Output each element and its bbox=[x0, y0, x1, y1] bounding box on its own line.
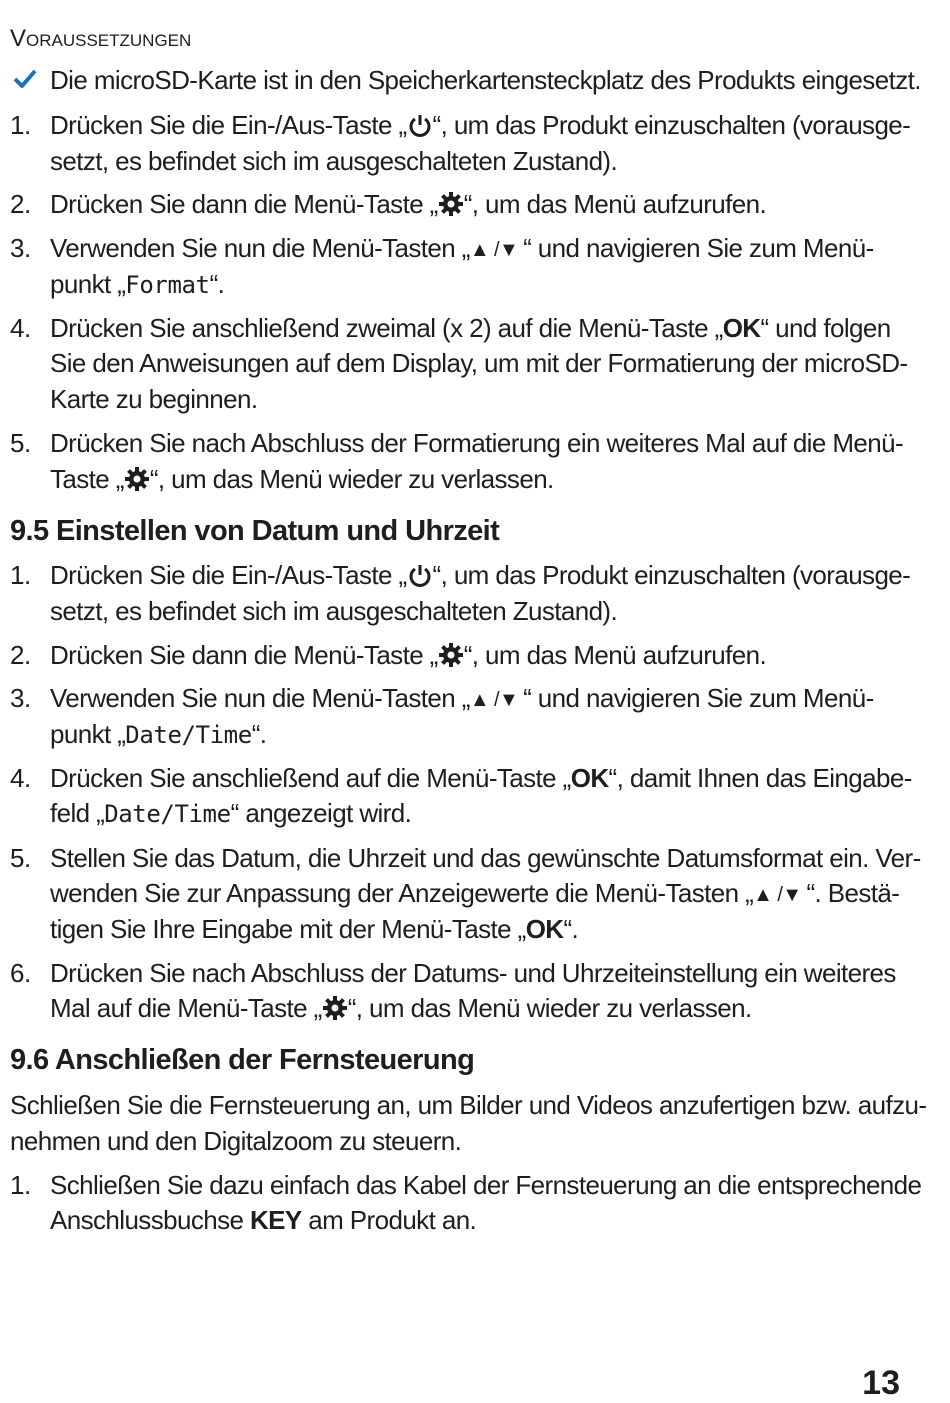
list-item-line bbox=[50, 1207, 476, 1233]
text: “. bbox=[563, 914, 579, 944]
power-icon bbox=[407, 112, 433, 138]
gear-icon bbox=[322, 995, 348, 1021]
text: Drücken Sie die Ein-/Aus-Taste „ bbox=[50, 110, 407, 140]
list-number: 5. bbox=[10, 843, 31, 873]
list-number: 3. bbox=[10, 233, 31, 263]
list-item-line: Karte zu beginnen. bbox=[50, 384, 258, 414]
list-number: 4. bbox=[10, 763, 31, 793]
gear-icon bbox=[438, 191, 464, 217]
text: “. bbox=[209, 269, 225, 299]
menu-item-code: Format bbox=[125, 271, 210, 299]
page-number: 13 bbox=[862, 1364, 900, 1402]
list-item-line: Sie den Anweisungen auf dem Display, um mit der Formatierung der microSD- bbox=[50, 348, 908, 378]
list-item-line bbox=[50, 271, 224, 297]
list-item-line bbox=[50, 916, 578, 942]
section-heading-9-6: 9.6 Anschließen der Fernsteuerung bbox=[10, 1044, 475, 1076]
list-item-line bbox=[50, 642, 766, 668]
list-number: 1. bbox=[10, 1170, 31, 1200]
power-icon bbox=[407, 562, 433, 588]
list-item-line: Stellen Sie das Datum, die Uhrzeit und das gewünschte Datumsformat ein. Ver- bbox=[50, 843, 921, 873]
text: “ und navigieren Sie zum Menü- bbox=[523, 683, 874, 713]
list-item-line: Schließen Sie dazu einfach das Kabel der Fernsteuerung an die entsprechende bbox=[50, 1170, 922, 1200]
text: Anschlussbuchse bbox=[50, 1205, 250, 1235]
text: “ und navigieren Sie zum Menü- bbox=[523, 233, 874, 263]
prerequisites-heading bbox=[10, 24, 191, 51]
text: Drücken Sie dann die Menü-Taste „ bbox=[50, 189, 438, 219]
text: “, um das Menü wieder zu verlassen. bbox=[347, 993, 752, 1023]
prerequisites-heading-text: Voraussetzungen bbox=[10, 25, 192, 52]
list-item-line bbox=[50, 466, 554, 492]
text: Drücken Sie die Ein-/Aus-Taste „ bbox=[50, 560, 407, 590]
list-item-line: Drücken Sie nach Abschluss der Formatierung ein weiteres Mal auf die Menü- bbox=[50, 428, 904, 458]
menu-item-code: Date/Time bbox=[104, 800, 231, 828]
list-item-line bbox=[50, 800, 411, 826]
text: Verwenden Sie nun die Menü-Tasten „ bbox=[50, 233, 470, 263]
text: Drücken Sie anschließend zweimal (x 2) auf die Menü-Taste „ bbox=[50, 313, 723, 343]
list-item-line bbox=[50, 880, 899, 906]
list-item-line bbox=[50, 765, 912, 791]
text: “, um das Menü aufzurufen. bbox=[463, 189, 767, 219]
list-item-line bbox=[50, 191, 766, 217]
list-number: 1. bbox=[10, 110, 31, 140]
paragraph-line: Schließen Sie die Fernsteuerung an, um Bilder und Videos anzufertigen bzw. aufzu- bbox=[10, 1090, 927, 1120]
text: Drücken Sie dann die Menü-Taste „ bbox=[50, 640, 438, 670]
text: wenden Sie zur Anpassung der Anzeigewerte die Menü-Tasten „ bbox=[50, 878, 754, 908]
list-item-line bbox=[50, 315, 891, 341]
list-item-line bbox=[50, 685, 874, 711]
gear-icon bbox=[438, 642, 464, 668]
ok-key-label: OK bbox=[722, 313, 761, 343]
text: tigen Sie Ihre Eingabe mit der Menü-Taste „ bbox=[50, 914, 526, 944]
menu-item-code: Date/Time bbox=[125, 721, 252, 749]
list-item-line bbox=[50, 235, 874, 261]
paragraph-line: nehmen und den Digitalzoom zu steuern. bbox=[10, 1126, 462, 1156]
text: punkt „ bbox=[50, 719, 126, 749]
ok-key-label: OK bbox=[570, 763, 609, 793]
up-down-arrows-icon: ▲ /▼ bbox=[469, 689, 524, 711]
text: feld „ bbox=[50, 798, 105, 828]
list-number: 3. bbox=[10, 683, 31, 713]
text: Taste „ bbox=[50, 464, 124, 494]
text: punkt „ bbox=[50, 269, 126, 299]
list-number: 1. bbox=[10, 560, 31, 590]
list-item-line bbox=[50, 562, 910, 588]
list-item-line: Drücken Sie nach Abschluss der Datums- und Uhrzeiteinstellung ein weiteres bbox=[50, 958, 896, 988]
text: am Produkt an. bbox=[301, 1205, 477, 1235]
list-number: 2. bbox=[10, 640, 31, 670]
text: “ und folgen bbox=[760, 313, 891, 343]
gear-icon bbox=[124, 466, 150, 492]
prerequisite-text: Die microSD-Karte ist in den Speicherkartensteckplatz des Produkts eingesetzt. bbox=[50, 65, 921, 95]
list-item-line bbox=[50, 112, 910, 138]
ok-key-label: OK bbox=[525, 914, 564, 944]
list-item-line: setzt, es befindet sich im ausgeschalteten Zustand). bbox=[50, 596, 618, 626]
text: Verwenden Sie nun die Menü-Tasten „ bbox=[50, 683, 470, 713]
up-down-arrows-icon: ▲ /▼ bbox=[469, 239, 524, 261]
list-number: 5. bbox=[10, 428, 31, 458]
list-number: 2. bbox=[10, 189, 31, 219]
key-port-label: KEY bbox=[249, 1205, 302, 1235]
text: “, damit Ihnen das Eingabe- bbox=[608, 763, 912, 793]
section-heading-9-5: 9.5 Einstellen von Datum und Uhrzeit bbox=[10, 515, 500, 547]
text: “, um das Menü wieder zu verlassen. bbox=[149, 464, 554, 494]
list-number: 4. bbox=[10, 313, 31, 343]
text: “. bbox=[251, 719, 267, 749]
up-down-arrows-icon: ▲ /▼ bbox=[753, 884, 807, 906]
list-number: 6. bbox=[10, 958, 31, 988]
text: “. Bestä- bbox=[806, 878, 900, 908]
text: “, um das Menü aufzurufen. bbox=[463, 640, 767, 670]
list-item-line: setzt, es befindet sich im ausgeschalteten Zustand). bbox=[50, 146, 618, 176]
text: Drücken Sie anschließend auf die Menü-Taste „ bbox=[50, 763, 571, 793]
text: Mal auf die Menü-Taste „ bbox=[50, 993, 322, 1023]
checkmark-icon bbox=[12, 66, 38, 92]
text: “ angezeigt wird. bbox=[230, 798, 412, 828]
list-item-line bbox=[50, 995, 752, 1021]
text: “, um das Produkt einzuschalten (vorausge- bbox=[432, 560, 911, 590]
list-item-line bbox=[50, 721, 266, 747]
text: “, um das Produkt einzuschalten (vorausge- bbox=[432, 110, 911, 140]
